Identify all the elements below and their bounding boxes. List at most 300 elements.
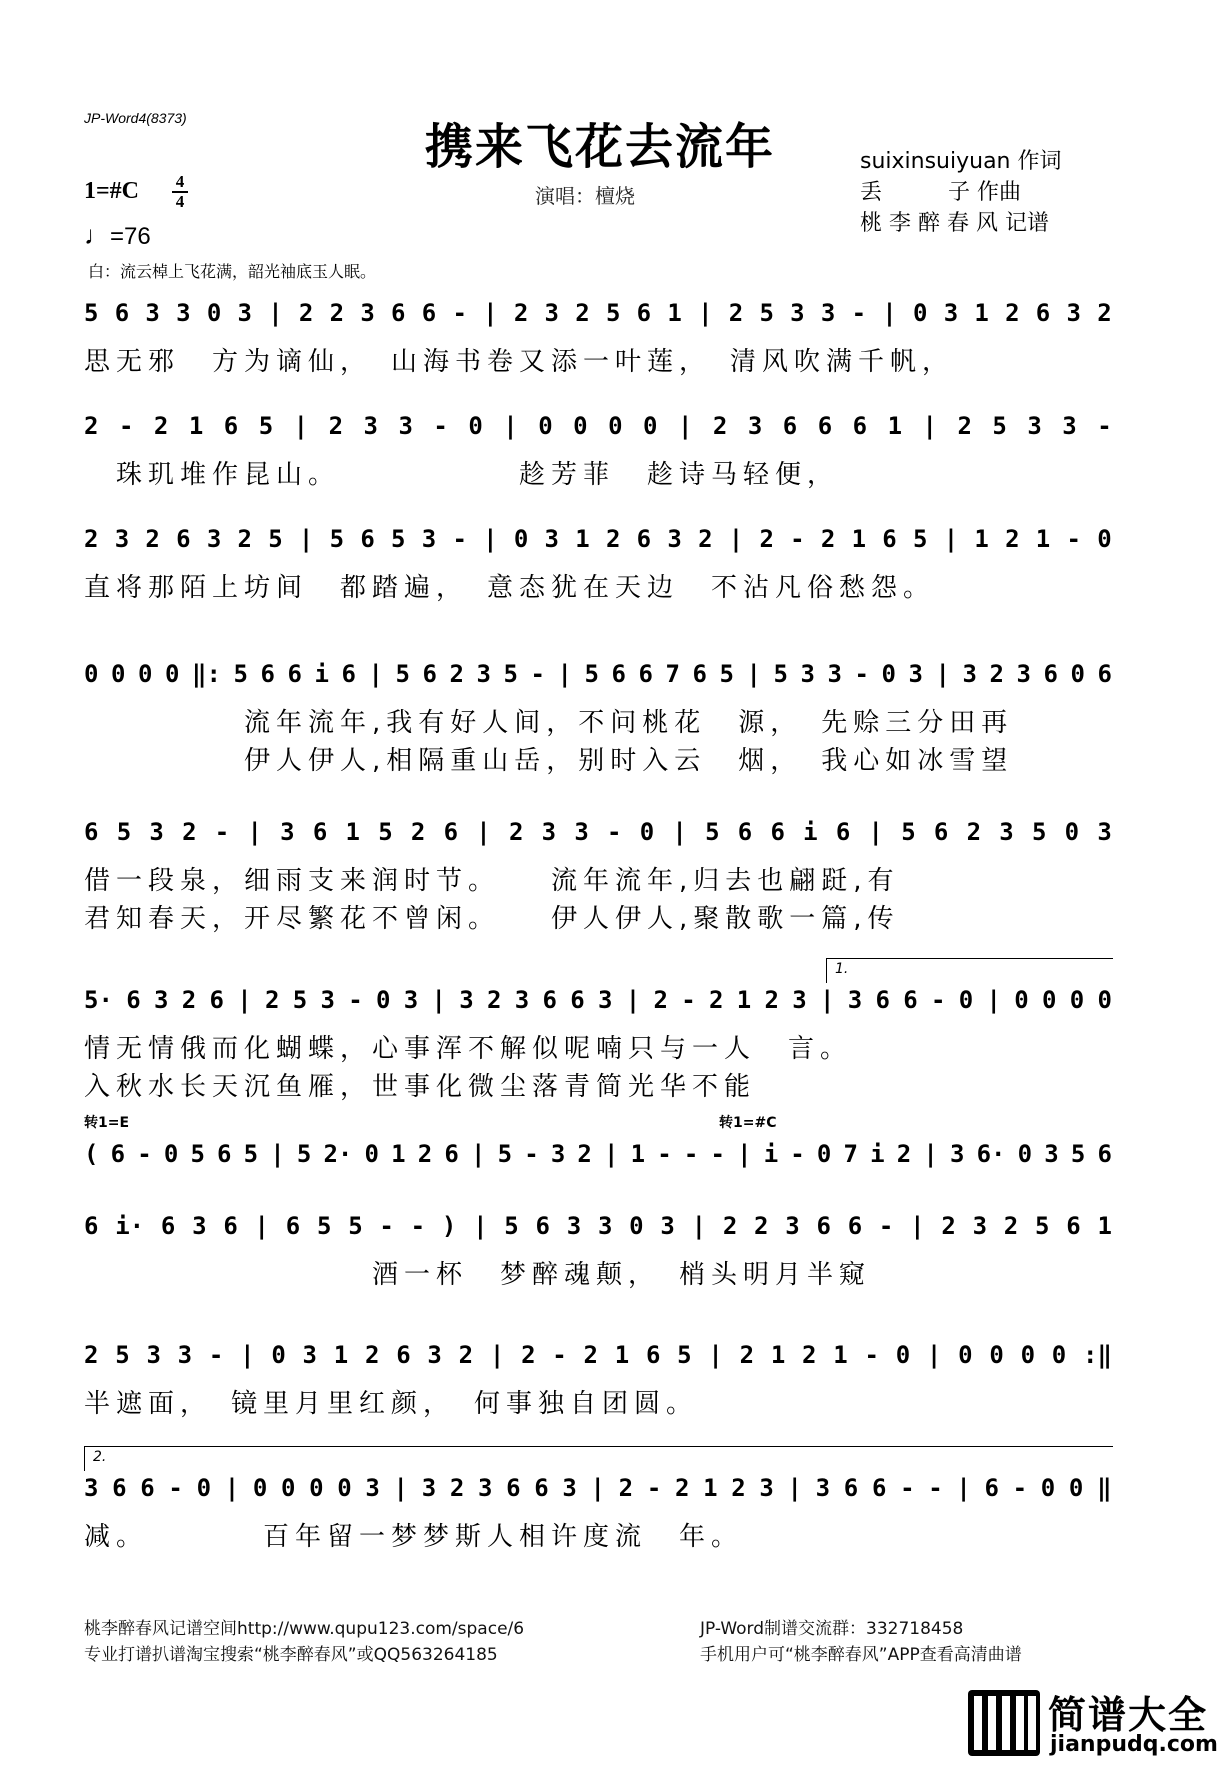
barline: |	[483, 299, 498, 327]
note: 0	[206, 299, 222, 327]
note: 6	[816, 1212, 831, 1240]
note: 0	[1051, 1341, 1067, 1369]
note: 2	[264, 986, 280, 1014]
note: 3	[114, 525, 130, 553]
note: -	[552, 1341, 567, 1369]
note: 3	[566, 1212, 582, 1240]
note: 6	[126, 986, 141, 1014]
notation-line	[84, 406, 1112, 446]
note: 2	[722, 1212, 738, 1240]
lyric-line: 珠玑堆作昆山。 趁芳菲 趁诗马轻便，	[84, 460, 840, 490]
note: 2	[1003, 1212, 1019, 1240]
note: 5	[1035, 1212, 1050, 1240]
note: 2	[145, 525, 160, 553]
note: -	[118, 412, 134, 440]
barline: |	[557, 660, 572, 688]
barline: |	[268, 299, 283, 327]
note: -	[930, 986, 946, 1014]
note: 2	[712, 412, 728, 440]
note: 1	[630, 1140, 646, 1168]
note: 5	[773, 660, 788, 688]
note: 6	[223, 412, 239, 440]
note: 5	[258, 412, 274, 440]
time-top: 4	[175, 172, 185, 191]
note: 6	[645, 1341, 661, 1369]
note: 2	[237, 525, 252, 553]
note: 6	[638, 660, 653, 688]
note: 3	[790, 299, 805, 327]
key-signature: 1=#C	[84, 178, 140, 204]
note: 6	[692, 660, 707, 688]
lyric-line: 酒一杯 梦醉魂颠， 梢头明月半窥	[84, 1260, 872, 1290]
note: 6	[782, 412, 798, 440]
note: 2	[728, 299, 744, 327]
note: 6	[535, 1212, 550, 1240]
note: -	[657, 1140, 672, 1168]
note: 6	[506, 1474, 521, 1502]
note: 3	[177, 1341, 193, 1369]
note: 3	[1016, 660, 1031, 688]
note: 2	[1005, 299, 1020, 327]
note: 5	[292, 986, 308, 1014]
note: 1	[188, 412, 204, 440]
note: 5·	[84, 986, 113, 1014]
note: 2	[84, 412, 99, 440]
note: 0	[364, 1140, 379, 1168]
note: 3	[421, 525, 437, 553]
note: 3	[365, 1474, 380, 1502]
footer-line: 专业打谱扒谱淘宝搜索“桃李醉春风”或QQ563264185	[84, 1645, 498, 1665]
barline: |	[922, 412, 937, 440]
note: 6	[847, 1212, 863, 1240]
tempo	[84, 220, 151, 251]
note: 0	[111, 660, 126, 688]
note: 6	[444, 1140, 459, 1168]
score-system	[84, 519, 1112, 619]
score-system	[84, 1335, 1112, 1435]
note: 2	[521, 1341, 536, 1369]
note: 1	[974, 299, 989, 327]
note: 0	[1064, 818, 1080, 846]
note: 3	[792, 986, 807, 1014]
note: 0	[196, 1474, 212, 1502]
note: 0	[643, 412, 658, 440]
notation-line	[84, 1134, 1112, 1174]
note: 3	[320, 986, 335, 1014]
lyric-line: 减。 百年留一梦梦斯人相许度流 年。	[84, 1522, 744, 1552]
score-system	[84, 406, 1112, 506]
barline: |	[470, 1140, 486, 1168]
note: 2	[739, 1341, 755, 1369]
barline: |	[393, 1474, 408, 1502]
note: 6	[835, 818, 851, 846]
note: 7	[843, 1140, 858, 1168]
note: 3	[363, 412, 378, 440]
barline: |	[935, 660, 950, 688]
note: 5	[391, 525, 406, 553]
barline: |	[224, 1474, 240, 1502]
note: 2	[577, 1140, 592, 1168]
note: 2	[182, 818, 197, 846]
barline: |	[473, 1212, 488, 1240]
barline: |	[483, 525, 498, 553]
note: 0	[513, 525, 529, 553]
note: 5	[705, 818, 720, 846]
spoken-intro: 白：流云棹上飞花满，韶光袖底玉人眠。	[88, 262, 377, 281]
note: 2	[575, 299, 590, 327]
note: 5	[190, 1140, 205, 1168]
note: 3	[477, 1474, 493, 1502]
note: 1	[770, 1341, 786, 1369]
note: 3	[949, 1140, 965, 1168]
note: 5	[296, 1140, 312, 1168]
note: 6	[84, 818, 99, 846]
note: 3	[421, 1474, 437, 1502]
note: 0	[816, 1140, 832, 1168]
note: 3	[1062, 412, 1077, 440]
note: 0	[639, 818, 655, 846]
note: -	[878, 1212, 894, 1240]
note: 0	[138, 660, 153, 688]
note: 0	[1017, 1140, 1033, 1168]
barline: |	[986, 986, 1001, 1014]
barline: |	[604, 1140, 619, 1168]
note: 0	[573, 412, 588, 440]
note: 3	[145, 299, 160, 327]
note: -	[928, 1474, 943, 1502]
barline: |	[293, 412, 309, 440]
notation-line	[84, 1468, 1112, 1508]
note: 3	[847, 986, 863, 1014]
note: 7	[665, 660, 680, 688]
note: 1	[736, 986, 752, 1014]
note: -	[1066, 525, 1081, 553]
barline: |	[956, 1474, 971, 1502]
note: 6	[570, 986, 585, 1014]
note: 1	[851, 525, 867, 553]
note: 0	[468, 412, 483, 440]
note: 6	[110, 1140, 126, 1168]
note: 5	[584, 660, 599, 688]
lyric-line: 流年流年,我有好人间，不问桃花 源， 先赊三分田再	[84, 708, 1014, 738]
score-system	[84, 961, 1112, 1110]
note: -	[854, 660, 869, 688]
barline: |	[708, 1341, 723, 1369]
note: 6·	[976, 1140, 1006, 1168]
note: 6	[223, 1212, 238, 1240]
note: 5	[912, 525, 928, 553]
barline: |	[698, 299, 713, 327]
barline: |	[298, 525, 314, 553]
modulation-mark: 转1=E	[84, 1115, 130, 1131]
note: i	[870, 1140, 885, 1168]
note: 2	[605, 525, 621, 553]
lyric-line: 君知春天，开尽繁花不曾闲。 伊人伊人,聚散歌一篇,传	[84, 904, 900, 934]
note: 6	[140, 1474, 155, 1502]
note: 5	[1031, 818, 1047, 846]
note: 2	[759, 525, 774, 553]
note: -	[710, 1140, 725, 1168]
note: 6	[871, 1474, 887, 1502]
note: 2	[1097, 299, 1112, 327]
note: 2	[329, 299, 345, 327]
composer: 丢 子 作曲	[860, 180, 1021, 205]
note: 2	[698, 525, 713, 553]
note: 0	[309, 1474, 324, 1502]
note: 3	[153, 986, 169, 1014]
note: 0	[271, 1341, 286, 1369]
note: 1	[575, 525, 590, 553]
note: 2	[754, 1212, 769, 1240]
note: 5	[348, 1212, 363, 1240]
barline: |	[737, 1140, 752, 1168]
note: 6	[1097, 660, 1112, 688]
song-title: 携来飞花去流年	[424, 119, 775, 175]
note: 0	[280, 1474, 296, 1502]
note: 6	[114, 299, 130, 327]
note: 6	[611, 660, 626, 688]
singer: 演唱：檀烧	[535, 184, 635, 208]
note: 6	[534, 1474, 549, 1502]
note: 3	[1027, 412, 1042, 440]
note: 3	[562, 1474, 577, 1502]
barline: |	[237, 986, 252, 1014]
note: 0	[1070, 660, 1085, 688]
note: 2	[449, 1474, 465, 1502]
piano-icon	[968, 1690, 1040, 1756]
note: -	[851, 299, 867, 327]
note: 6	[1035, 299, 1051, 327]
note: 2	[820, 525, 836, 553]
note: 1	[1097, 1212, 1112, 1240]
notation-line	[84, 654, 1112, 694]
note: 2	[957, 412, 972, 440]
barline: |	[240, 1341, 255, 1369]
note: -	[1012, 1474, 1028, 1502]
barline: |	[431, 986, 446, 1014]
note: 3	[574, 818, 589, 846]
note: 0	[1097, 525, 1112, 553]
lyric-line: 直将那陌上坊间 都踏遍， 意态犹在天边 不沾凡俗愁怨。	[84, 573, 936, 603]
note: 5	[84, 299, 99, 327]
lyric-line: 半遮面， 镜里月里红颜， 何事独自团圆。	[84, 1389, 699, 1419]
note: -	[433, 412, 448, 440]
note: 2	[410, 818, 426, 846]
note: 3	[1066, 299, 1081, 327]
note: 6	[1066, 1212, 1081, 1240]
note: 2·	[323, 1140, 353, 1168]
note: 2	[989, 660, 1004, 688]
note: 3	[360, 299, 375, 327]
note: 2	[328, 412, 344, 440]
note: 3	[427, 1341, 442, 1369]
note: 2	[458, 1341, 474, 1369]
note: 3	[459, 986, 474, 1014]
note: 3	[541, 818, 557, 846]
note: 3	[820, 299, 836, 327]
note: 2	[674, 1474, 690, 1502]
lyricist: suixinsuiyuan 作词	[860, 149, 1062, 174]
note: 2	[731, 1474, 746, 1502]
barline: |	[476, 818, 491, 846]
note: 6	[209, 986, 224, 1014]
note: 6	[933, 818, 949, 846]
note: 5	[116, 818, 132, 846]
note: 1	[887, 412, 903, 440]
note: 6	[984, 1474, 999, 1502]
note: 2	[84, 1341, 99, 1369]
note: 5	[395, 660, 410, 688]
note: 5	[605, 299, 621, 327]
note: 3	[514, 986, 530, 1014]
note: 2	[896, 1140, 912, 1168]
score-system	[84, 812, 1112, 942]
time-bottom: 4	[175, 192, 185, 211]
score-system	[84, 1449, 1112, 1568]
barline: |	[943, 525, 959, 553]
note: 0	[84, 660, 99, 688]
note: -	[646, 1474, 662, 1502]
note: 3	[667, 525, 682, 553]
barline: |	[691, 1212, 707, 1240]
note: 3	[280, 818, 295, 846]
barline: |	[910, 1212, 925, 1240]
note: 0	[1020, 1341, 1036, 1369]
note: 3	[999, 818, 1014, 846]
note: 0	[1040, 1474, 1056, 1502]
note: 6	[341, 660, 356, 688]
note: 3	[908, 660, 923, 688]
barline: :‖	[1083, 1341, 1112, 1369]
note: 2	[513, 299, 529, 327]
note: 0	[912, 299, 928, 327]
barline: ‖:	[192, 660, 221, 688]
note: 2	[583, 1341, 598, 1369]
note: -	[524, 1140, 539, 1168]
note: 0	[958, 986, 974, 1014]
note: 3	[1097, 818, 1112, 846]
note: -	[208, 1341, 224, 1369]
score-system	[84, 1115, 1112, 1194]
note: 6	[843, 1474, 859, 1502]
barline: |	[882, 299, 897, 327]
note: 1	[333, 1341, 349, 1369]
note: 0	[958, 1341, 973, 1369]
note: 6	[260, 660, 275, 688]
note: -	[168, 1474, 183, 1502]
barline: |	[728, 525, 744, 553]
note: 3	[398, 412, 413, 440]
note: 0	[1014, 986, 1029, 1014]
barline: |	[672, 818, 687, 846]
volta-label: 2.	[93, 1449, 107, 1465]
tempo-value: =76	[110, 223, 151, 250]
note: i	[314, 660, 329, 688]
note: 2	[1005, 525, 1020, 553]
note: -	[137, 1140, 152, 1168]
note: 5	[719, 660, 734, 688]
note: 6	[160, 1212, 176, 1240]
note: 0	[375, 986, 391, 1014]
note: 6	[391, 299, 406, 327]
notation-line	[84, 980, 1112, 1020]
note: 0	[1069, 986, 1085, 1014]
note: 3	[759, 1474, 774, 1502]
score-system	[84, 293, 1112, 393]
note: 6	[312, 818, 328, 846]
note: 2	[618, 1474, 634, 1502]
barline: |	[787, 1474, 802, 1502]
lyric-line: 情无情俄而化蝴蝶，心事浑不解似呢喃只与一人 言。	[84, 1034, 853, 1064]
note: 1	[391, 1140, 406, 1168]
note: 0	[337, 1474, 352, 1502]
note: 0	[629, 1212, 644, 1240]
time-signature	[172, 173, 188, 211]
note: 5	[329, 525, 345, 553]
note: 6	[217, 1140, 232, 1168]
note: 1	[833, 1341, 848, 1369]
note: -	[790, 1140, 805, 1168]
notation-line	[84, 519, 1112, 559]
barline: |	[819, 986, 835, 1014]
note: i	[803, 818, 818, 846]
note: 5	[378, 818, 393, 846]
note: 2	[84, 525, 99, 553]
note: 5	[503, 660, 518, 688]
note: 5	[901, 818, 916, 846]
note: 2	[417, 1140, 433, 1168]
note: -	[900, 1474, 915, 1502]
note: 3	[302, 1341, 317, 1369]
note: 1	[974, 525, 989, 553]
barline: |	[923, 1140, 938, 1168]
software-version: JP-Word4(8373)	[84, 110, 187, 126]
logo-text: 简谱大全	[1048, 1693, 1209, 1737]
note: 3	[476, 660, 491, 688]
barline: |	[625, 986, 641, 1014]
note: 6	[875, 986, 890, 1014]
note: 6	[421, 299, 437, 327]
note: 6	[396, 1341, 411, 1369]
note: 6	[287, 660, 302, 688]
note: 3	[149, 818, 164, 846]
note: 5	[992, 412, 1007, 440]
note: 5	[497, 1140, 513, 1168]
note: 6	[737, 818, 753, 846]
note: 6	[817, 412, 833, 440]
lyric-line: 思无邪 方为谪仙， 山海书卷又添一叶莲， 清风吹满千帆，	[84, 347, 955, 377]
note: 6	[360, 525, 375, 553]
notation-line	[84, 293, 1112, 333]
lyric-line: 借一段泉，细雨支来润时节。 流年流年,归去也翩跹,有	[84, 866, 900, 896]
quarter-note-icon: ♩	[84, 220, 110, 250]
note: -	[348, 986, 363, 1014]
note: 2	[364, 1341, 380, 1369]
note: 0	[163, 1140, 179, 1168]
note: 2	[153, 412, 169, 440]
note: 5	[677, 1341, 692, 1369]
lyric-line: 伊人伊人,相隔重山岳，别时入云 烟， 我心如冰雪望	[84, 746, 1014, 776]
footer-line: 桃李醉春风记谱空间http://www.qupu123.com/space/6	[84, 1619, 525, 1639]
note: 5	[504, 1212, 519, 1240]
footer-right	[700, 1616, 1022, 1668]
barline: |	[254, 1212, 269, 1240]
note: 6	[636, 299, 652, 327]
note: -	[790, 525, 805, 553]
barline: |	[746, 660, 761, 688]
score-system	[84, 1206, 1112, 1306]
note: 2	[486, 986, 502, 1014]
